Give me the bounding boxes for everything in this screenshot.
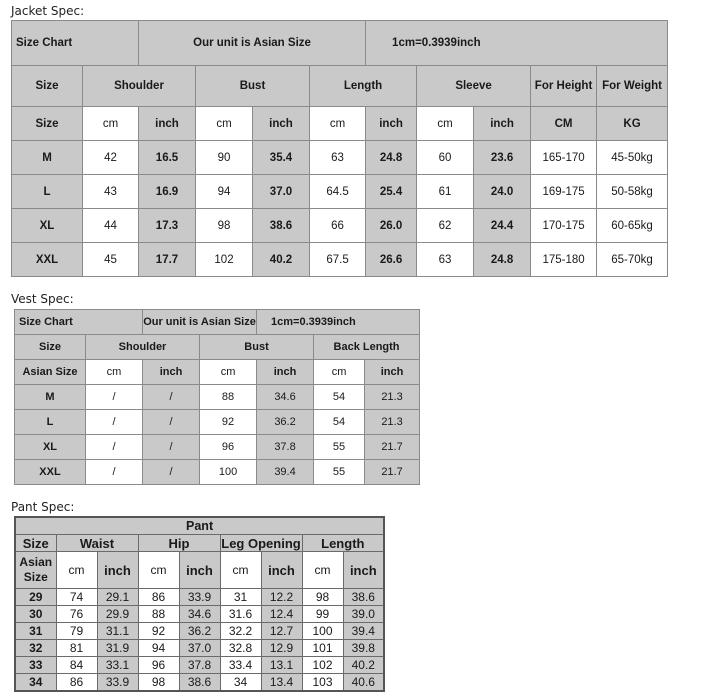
table-row — [15, 460, 420, 485]
table-cell: 26.0 — [366, 209, 417, 243]
table-cell: 16.9 — [139, 175, 196, 209]
jacket-spec-label: Jacket Spec: — [11, 4, 85, 18]
table-cell: 12.2 — [261, 589, 302, 606]
table-cell: 32.2 — [220, 623, 261, 640]
pant-size-cell: 32 — [15, 640, 56, 657]
table-cell: 165-170 — [531, 141, 597, 175]
pant-size-cell: 31 — [15, 623, 56, 640]
table-cell: 60-65kg — [597, 209, 668, 243]
table-cell: 86 — [138, 589, 179, 606]
table-cell: 21.3 — [365, 410, 420, 435]
table-cell: 39.4 — [343, 623, 384, 640]
table-cell: / — [143, 410, 200, 435]
table-cell: 37.8 — [179, 657, 220, 674]
table-cell: 34.6 — [179, 606, 220, 623]
pant-size-cell: 30 — [15, 606, 56, 623]
table-cell: / — [143, 460, 200, 485]
table-row — [12, 209, 668, 243]
table-cell: 29.9 — [97, 606, 138, 623]
table-cell: 64.5 — [310, 175, 366, 209]
table-cell: 74 — [56, 589, 97, 606]
table-cell: 29.1 — [97, 589, 138, 606]
pant-size-table — [14, 516, 385, 692]
table-cell: / — [86, 435, 143, 460]
jacket-unit-cell: inch — [139, 107, 196, 141]
jacket-header-size: Size — [12, 66, 83, 107]
vest-unit-cell: cm — [86, 360, 143, 385]
table-cell: 12.4 — [261, 606, 302, 623]
pant-unit-cell: inch — [261, 552, 302, 589]
table-cell: 24.8 — [474, 243, 531, 277]
table-cell: 40.2 — [253, 243, 310, 277]
table-cell: 94 — [138, 640, 179, 657]
table-cell: 33.4 — [220, 657, 261, 674]
table-row — [15, 410, 420, 435]
jacket-title-conversion: 1cm=0.3939inch — [366, 21, 668, 66]
vest-title-conversion: 1cm=0.3939inch — [257, 310, 420, 335]
jacket-size-cell: XXL — [12, 243, 83, 277]
table-cell: 40.2 — [343, 657, 384, 674]
table-cell: 38.6 — [343, 589, 384, 606]
table-row — [12, 243, 668, 277]
table-cell: 21.7 — [365, 460, 420, 485]
jacket-title-size-chart: Size Chart — [12, 21, 139, 66]
table-cell: 62 — [417, 209, 474, 243]
pant-unit-asian-size: Asian Size — [15, 552, 56, 589]
jacket-title-unit-note: Our unit is Asian Size — [139, 21, 366, 66]
jacket-size-cell: XL — [12, 209, 83, 243]
table-cell: 38.6 — [179, 674, 220, 692]
table-cell: 34.6 — [257, 385, 314, 410]
table-cell: 43 — [83, 175, 139, 209]
table-cell: 175-180 — [531, 243, 597, 277]
table-row — [12, 141, 668, 175]
table-cell: 66 — [310, 209, 366, 243]
table-cell: 45 — [83, 243, 139, 277]
table-cell: 67.5 — [310, 243, 366, 277]
table-cell: 45-50kg — [597, 141, 668, 175]
jacket-header-for-weight: For Weight — [597, 66, 668, 107]
table-cell: 101 — [302, 640, 343, 657]
table-cell: 17.7 — [139, 243, 196, 277]
pant-header-length: Length — [302, 535, 384, 552]
jacket-unit-cell: cm — [83, 107, 139, 141]
jacket-header-sleeve: Sleeve — [417, 66, 531, 107]
pant-size-cell: 29 — [15, 589, 56, 606]
table-cell: 102 — [302, 657, 343, 674]
table-row — [15, 606, 384, 623]
table-cell: 44 — [83, 209, 139, 243]
table-cell: 39.8 — [343, 640, 384, 657]
pant-spec-label: Pant Spec: — [11, 500, 75, 514]
table-cell: 23.6 — [474, 141, 531, 175]
table-cell: 39.0 — [343, 606, 384, 623]
vest-header-shoulder: Shoulder — [86, 335, 200, 360]
table-row — [15, 674, 384, 692]
vest-unit-cell: cm — [200, 360, 257, 385]
pant-unit-cell: inch — [97, 552, 138, 589]
table-cell: 12.9 — [261, 640, 302, 657]
table-cell: 25.4 — [366, 175, 417, 209]
pant-unit-cell: cm — [220, 552, 261, 589]
table-cell: 54 — [314, 410, 365, 435]
vest-size-cell: L — [15, 410, 86, 435]
table-cell: 79 — [56, 623, 97, 640]
table-cell: 55 — [314, 435, 365, 460]
table-cell: / — [143, 435, 200, 460]
vest-unit-cell: inch — [365, 360, 420, 385]
table-cell: 37.8 — [257, 435, 314, 460]
table-cell: 98 — [196, 209, 253, 243]
jacket-unit-cell: cm — [310, 107, 366, 141]
table-cell: 34 — [220, 674, 261, 692]
vest-unit-asian-size: Asian Size — [15, 360, 86, 385]
table-cell: 99 — [302, 606, 343, 623]
table-cell: 26.6 — [366, 243, 417, 277]
table-cell: 35.4 — [253, 141, 310, 175]
jacket-size-cell: M — [12, 141, 83, 175]
table-cell: 63 — [310, 141, 366, 175]
table-cell: 12.7 — [261, 623, 302, 640]
vest-size-table — [14, 309, 420, 485]
jacket-unit-size: Size — [12, 107, 83, 141]
jacket-unit-cell: inch — [253, 107, 310, 141]
table-row — [15, 589, 384, 606]
vest-unit-cell: inch — [257, 360, 314, 385]
table-cell: 37.0 — [179, 640, 220, 657]
table-cell: 98 — [138, 674, 179, 692]
table-cell: 24.0 — [474, 175, 531, 209]
vest-header-bust: Bust — [200, 335, 314, 360]
table-cell: 170-175 — [531, 209, 597, 243]
jacket-header-bust: Bust — [196, 66, 310, 107]
jacket-unit-cell: cm — [196, 107, 253, 141]
vest-header-back-length: Back Length — [314, 335, 420, 360]
pant-header-hip: Hip — [138, 535, 220, 552]
table-row — [15, 435, 420, 460]
pant-unit-cell: cm — [138, 552, 179, 589]
jacket-unit-cell: inch — [474, 107, 531, 141]
table-cell: 33.9 — [179, 589, 220, 606]
table-cell: 63 — [417, 243, 474, 277]
table-cell: 76 — [56, 606, 97, 623]
pant-size-cell: 34 — [15, 674, 56, 692]
table-cell: 55 — [314, 460, 365, 485]
table-cell: 92 — [200, 410, 257, 435]
vest-title-size-chart: Size Chart — [15, 310, 143, 335]
vest-size-cell: M — [15, 385, 86, 410]
jacket-unit-cell: KG — [597, 107, 668, 141]
table-cell: 94 — [196, 175, 253, 209]
table-cell: 54 — [314, 385, 365, 410]
table-cell: 21.7 — [365, 435, 420, 460]
table-cell: 96 — [138, 657, 179, 674]
jacket-header-length: Length — [310, 66, 417, 107]
table-cell: 169-175 — [531, 175, 597, 209]
pant-header-waist: Waist — [56, 535, 138, 552]
table-cell: 31.6 — [220, 606, 261, 623]
table-cell: 17.3 — [139, 209, 196, 243]
table-row — [15, 385, 420, 410]
table-cell: 61 — [417, 175, 474, 209]
vest-title-unit-note: Our unit is Asian Size — [143, 310, 257, 335]
table-cell: 31.1 — [97, 623, 138, 640]
jacket-header-for-height: For Height — [531, 66, 597, 107]
pant-header-leg-opening: Leg Opening — [221, 535, 301, 551]
table-cell: / — [143, 385, 200, 410]
table-cell: 96 — [200, 435, 257, 460]
table-cell: 90 — [196, 141, 253, 175]
table-cell: 50-58kg — [597, 175, 668, 209]
jacket-unit-cell: cm — [417, 107, 474, 141]
table-cell: 92 — [138, 623, 179, 640]
jacket-unit-cell: CM — [531, 107, 597, 141]
table-cell: 88 — [200, 385, 257, 410]
table-cell: 13.4 — [261, 674, 302, 692]
table-cell: 102 — [196, 243, 253, 277]
vest-unit-cell: inch — [143, 360, 200, 385]
table-cell: 84 — [56, 657, 97, 674]
jacket-size-cell: L — [12, 175, 83, 209]
pant-unit-cell: cm — [302, 552, 343, 589]
table-cell: 86 — [56, 674, 97, 692]
table-cell: 33.9 — [97, 674, 138, 692]
table-cell: / — [86, 460, 143, 485]
vest-size-cell: XL — [15, 435, 86, 460]
pant-unit-cell: inch — [343, 552, 384, 589]
pant-unit-cell: inch — [179, 552, 220, 589]
table-cell: 40.6 — [343, 674, 384, 692]
pant-size-cell: 33 — [15, 657, 56, 674]
table-row — [15, 623, 384, 640]
table-cell: 100 — [200, 460, 257, 485]
table-cell: 42 — [83, 141, 139, 175]
table-cell: 24.4 — [474, 209, 531, 243]
table-row — [12, 175, 668, 209]
table-cell: 98 — [302, 589, 343, 606]
table-cell: 60 — [417, 141, 474, 175]
table-cell: 16.5 — [139, 141, 196, 175]
table-cell: 33.1 — [97, 657, 138, 674]
table-cell: 38.6 — [253, 209, 310, 243]
table-cell: 103 — [302, 674, 343, 692]
pant-header-size: Size — [15, 535, 56, 552]
jacket-size-table — [11, 20, 668, 277]
table-cell: / — [86, 385, 143, 410]
table-row — [15, 640, 384, 657]
table-cell: 88 — [138, 606, 179, 623]
table-cell: 21.3 — [365, 385, 420, 410]
table-cell: 13.1 — [261, 657, 302, 674]
vest-size-cell: XXL — [15, 460, 86, 485]
pant-table-title: Pant — [15, 517, 384, 535]
table-cell: 32.8 — [220, 640, 261, 657]
vest-spec-label: Vest Spec: — [11, 292, 74, 306]
table-cell: 31 — [220, 589, 261, 606]
table-cell: 37.0 — [253, 175, 310, 209]
table-cell: / — [86, 410, 143, 435]
table-cell: 81 — [56, 640, 97, 657]
jacket-unit-cell: inch — [366, 107, 417, 141]
table-cell: 100 — [302, 623, 343, 640]
table-cell: 65-70kg — [597, 243, 668, 277]
jacket-header-shoulder: Shoulder — [83, 66, 196, 107]
pant-unit-cell: cm — [56, 552, 97, 589]
table-cell: 36.2 — [179, 623, 220, 640]
table-cell: 39.4 — [257, 460, 314, 485]
table-cell: 36.2 — [257, 410, 314, 435]
table-row — [15, 657, 384, 674]
vest-header-size: Size — [15, 335, 86, 360]
table-cell: 31.9 — [97, 640, 138, 657]
vest-unit-cell: cm — [314, 360, 365, 385]
table-cell: 24.8 — [366, 141, 417, 175]
